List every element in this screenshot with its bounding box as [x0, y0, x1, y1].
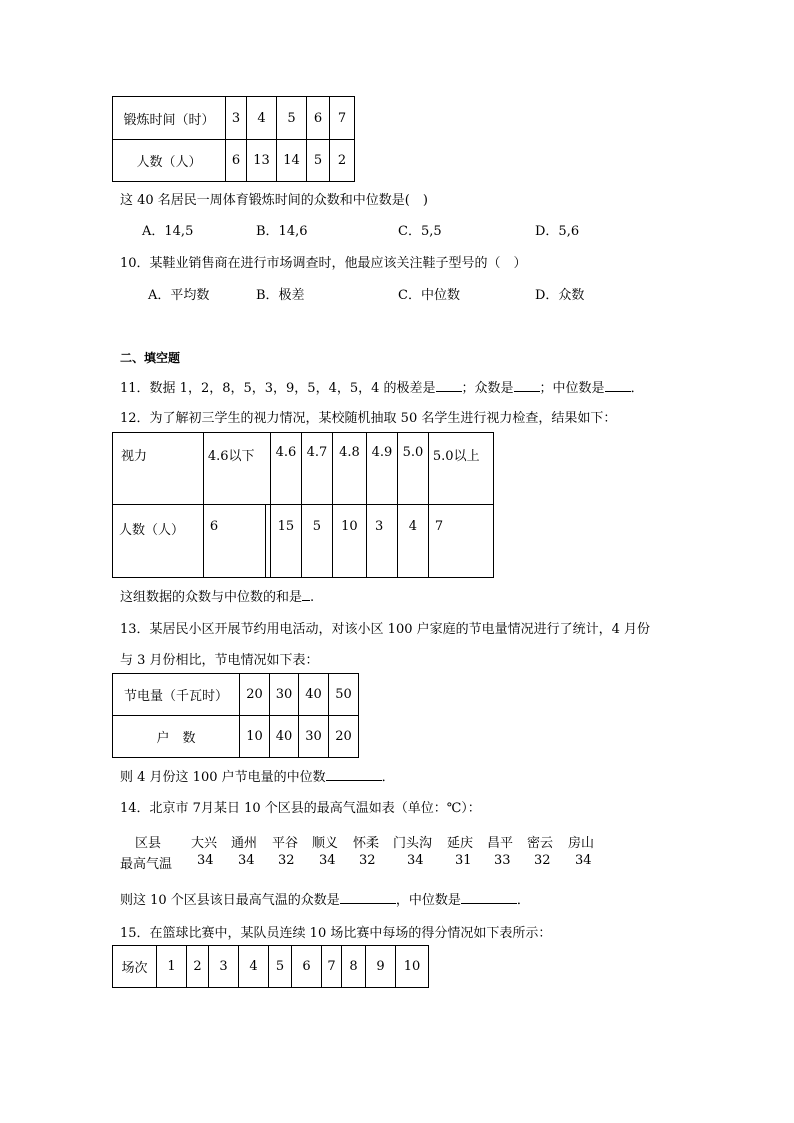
q11-blank-range [436, 390, 462, 392]
q12-blank [302, 599, 310, 601]
district-name: 密云 [527, 836, 554, 851]
temp-value: 33 [494, 853, 511, 868]
count-cell: 6 [226, 140, 247, 182]
q14-after-part3: ． [516, 893, 530, 908]
temp-value: 34 [238, 853, 255, 868]
q9-option-d: D．5,6 [535, 224, 580, 239]
q14-row1-label: 区县 [135, 836, 162, 851]
district-name: 昌平 [487, 836, 514, 851]
power-value-cell: 40 [299, 674, 329, 716]
game-cell: 4 [239, 946, 269, 988]
q13-blank [326, 779, 382, 781]
district-name: 平谷 [272, 836, 299, 851]
temp-value: 34 [197, 853, 214, 868]
hour-cell: 5 [277, 97, 307, 140]
q10-option-b: B．极差 [256, 288, 305, 303]
q11-part3: ；中位数是 [539, 381, 605, 396]
game-cell: 7 [322, 946, 342, 988]
exercise-header-cell: 锻炼时间（时） [113, 97, 226, 140]
q14-after-part2: ，中位数是 [395, 893, 461, 908]
power-value-cell: 20 [240, 674, 270, 716]
game-cell: 10 [396, 946, 429, 988]
district-name: 顺义 [312, 836, 339, 851]
power-saving-table [112, 673, 359, 758]
vision-level-cell: 4.6以下 [203, 433, 270, 505]
q10-option-d: D．众数 [535, 288, 585, 303]
q14-blank-mode [340, 902, 396, 904]
count-cell: 2 [330, 140, 355, 182]
vision-count-cell: 3 [366, 505, 397, 578]
temp-value: 31 [455, 853, 472, 868]
vision-level-cell: 5.0以上 [428, 433, 493, 505]
q14-question: 14．北京市 7月某日 10 个区县的最高气温如表（单位：℃）： [120, 801, 481, 816]
district-name: 门头沟 [393, 836, 433, 851]
power-header-cell: 节电量（千瓦时） [113, 674, 240, 716]
q12-question: 12．为了解初三学生的视力情况，某校随机抽取 50 名学生进行视力检查，结果如下： [120, 411, 617, 426]
q9-question: 这 40 名居民一周体育锻炼时间的众数和中位数是( ) [120, 193, 428, 208]
q14-row2-label: 最高气温 [120, 857, 173, 872]
q11-question [120, 377, 644, 396]
count-cell: 13 [247, 140, 277, 182]
vision-level-cell: 5.0 [397, 433, 428, 505]
q13-line1: 13．某居民小区开展节约用电活动，对该小区 100 户家庭的节电量情况进行了统计，4 月份 [120, 622, 651, 637]
q10-option-a: A．平均数 [148, 288, 210, 303]
household-cell: 20 [329, 716, 359, 758]
q11-blank-median [605, 390, 631, 392]
game-cell: 3 [209, 946, 239, 988]
vision-level-cell: 4.9 [366, 433, 397, 505]
district-name: 怀柔 [353, 836, 380, 851]
count-cell: 5 [307, 140, 330, 182]
vision-count-cell: 7 [428, 505, 493, 578]
q13-line2: 与 3 月份相比，节电情况如下表： [120, 653, 319, 668]
q12-after-part1: 这组数据的众数与中位数的和是 [120, 590, 303, 605]
temp-value: 34 [319, 853, 336, 868]
q9-option-b: B．14,6 [256, 224, 308, 239]
q12-after-part2: . [310, 590, 315, 605]
exercise-time-table [112, 96, 355, 182]
q12-after [120, 586, 314, 605]
game-cell: 8 [342, 946, 366, 988]
vision-table [112, 432, 494, 578]
game-header-cell: 场次 [113, 946, 157, 988]
vision-header-cell: 视力 [113, 433, 204, 505]
household-cell: 30 [299, 716, 329, 758]
q11-part4: ． [630, 381, 644, 396]
power-value-cell: 50 [329, 674, 359, 716]
temp-value: 32 [278, 853, 295, 868]
household-cell: 10 [240, 716, 270, 758]
q9-option-a: A．14,5 [142, 224, 194, 239]
vision-count-cell: 4 [397, 505, 428, 578]
count-cell: 14 [277, 140, 307, 182]
q13-after-part2: ． [381, 770, 395, 785]
vision-count-cell: 10 [332, 505, 366, 578]
section-title: 二、填空题 [120, 351, 181, 365]
q10-option-c: C．中位数 [398, 288, 460, 303]
hour-cell: 3 [226, 97, 247, 140]
game-cell: 1 [157, 946, 187, 988]
hour-cell: 7 [330, 97, 355, 140]
q11-part1: 11．数据 1，2，8，5，3，9，5，4，5，4 的极差是 [120, 381, 436, 396]
vision-level-cell: 4.6 [270, 433, 301, 505]
temp-value: 34 [407, 853, 424, 868]
district-name: 大兴 [191, 836, 218, 851]
vision-count-label-cell: 人数（人） [113, 505, 204, 578]
hour-cell: 4 [247, 97, 277, 140]
q11-blank-mode [514, 390, 540, 392]
household-label-cell: 户 数 [113, 716, 240, 758]
q14-after [120, 889, 530, 908]
q10-question: 10．某鞋业销售商在进行市场调查时，他最应该关注鞋子型号的（ ） [120, 256, 527, 271]
district-name: 延庆 [447, 836, 474, 851]
temp-value: 32 [359, 853, 376, 868]
household-cell: 40 [270, 716, 299, 758]
q11-part2: ；众数是 [461, 381, 514, 396]
temp-value: 34 [575, 853, 592, 868]
vision-count-cell: 5 [301, 505, 332, 578]
vision-count-cell: 6 [203, 505, 265, 578]
vision-count-cell: 15 [270, 505, 301, 578]
q15-question: 15．在篮球比赛中，某队员连续 10 场比赛中每场的得分情况如下表所示： [120, 926, 552, 941]
count-label-cell: 人数（人） [113, 140, 226, 182]
q14-blank-median [461, 902, 517, 904]
vision-level-cell: 4.7 [301, 433, 332, 505]
game-cell: 9 [366, 946, 396, 988]
vision-level-cell: 4.8 [332, 433, 366, 505]
basketball-table [112, 945, 429, 988]
district-name: 通州 [231, 836, 258, 851]
q14-after-part1: 则这 10 个区县该日最高气温的众数是 [120, 893, 340, 908]
hour-cell: 6 [307, 97, 330, 140]
temp-value: 32 [534, 853, 551, 868]
game-cell: 6 [292, 946, 322, 988]
q9-option-c: C．5,5 [398, 224, 442, 239]
district-name: 房山 [568, 836, 595, 851]
game-cell: 2 [187, 946, 209, 988]
power-value-cell: 30 [270, 674, 299, 716]
q13-after [120, 766, 395, 785]
game-cell: 5 [269, 946, 292, 988]
q13-after-part1: 则 4 月份这 100 户节电量的中位数 [120, 770, 326, 785]
